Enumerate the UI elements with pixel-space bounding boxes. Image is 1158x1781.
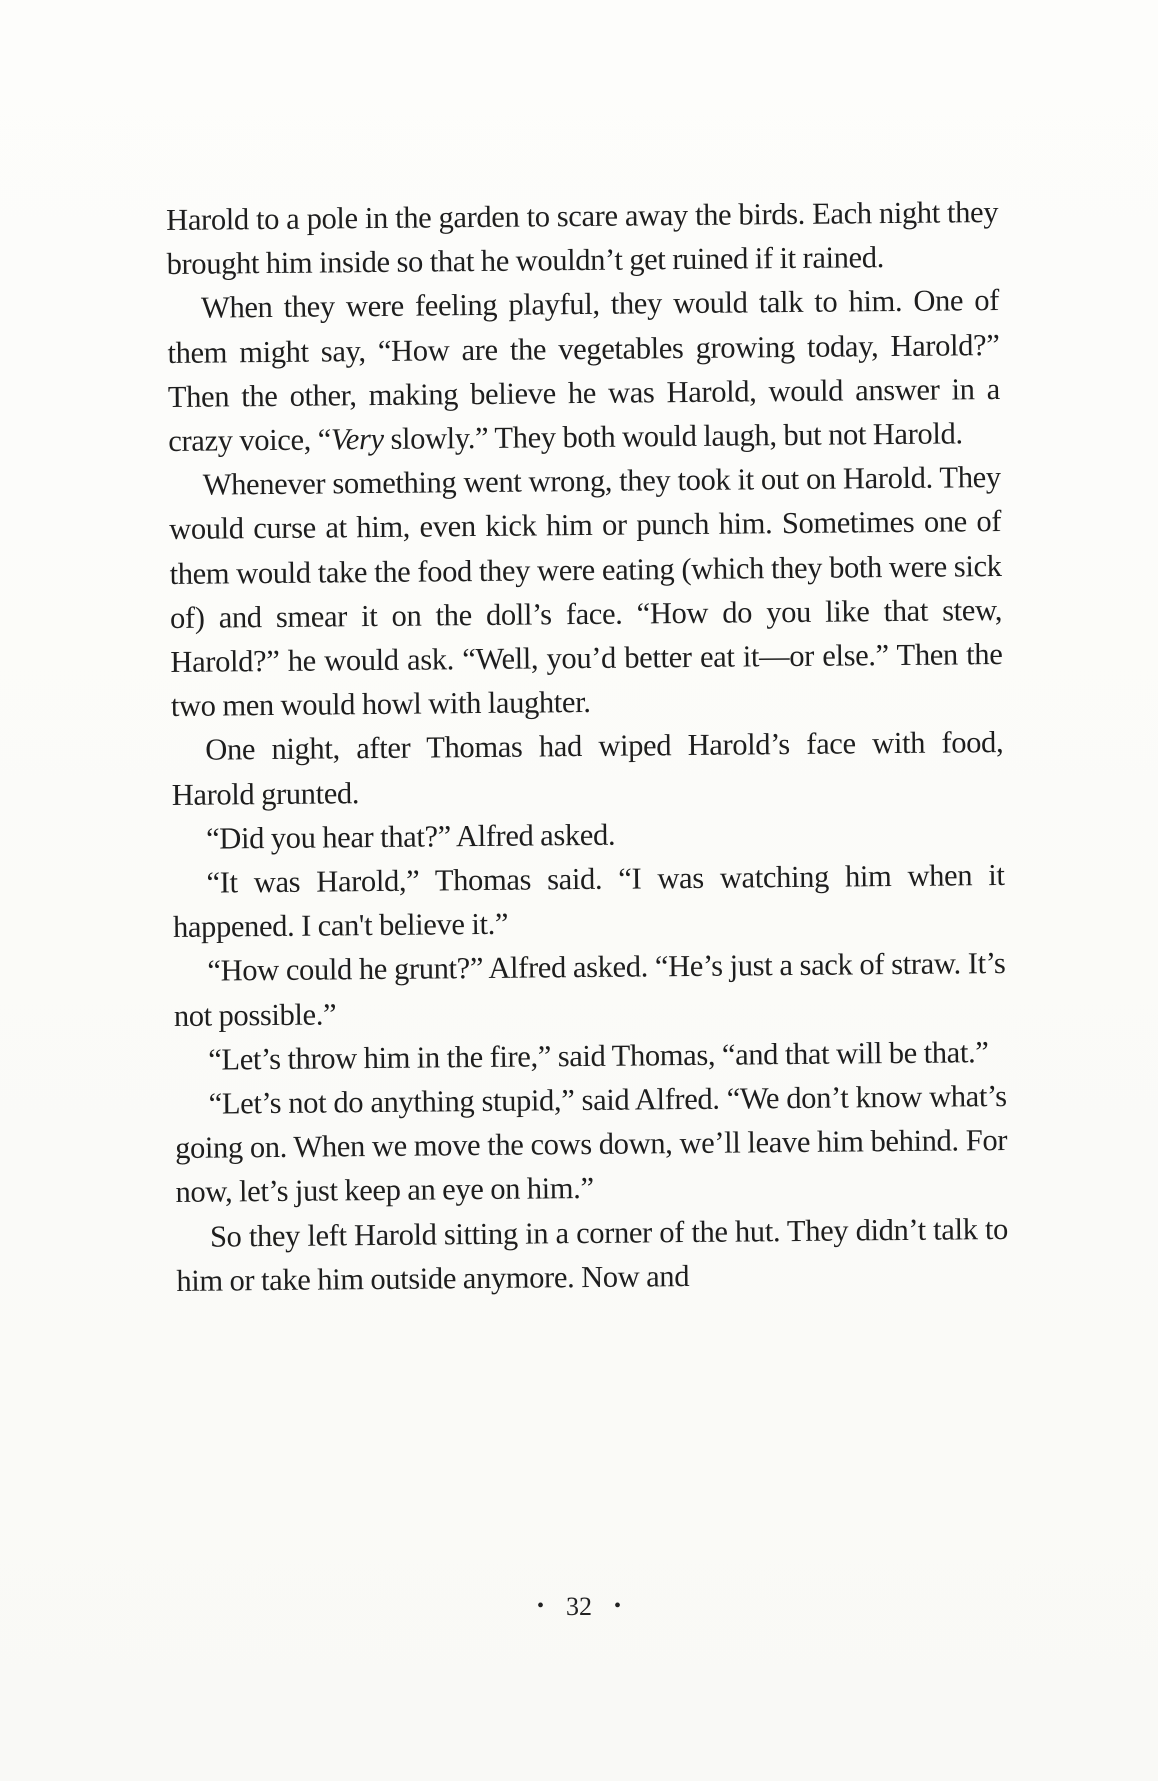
paragraph: “Let’s throw him in the fire,” said Thomas, “and that will be that.” xyxy=(208,1035,989,1077)
body-text xyxy=(166,190,1009,1303)
page-footer xyxy=(0,1592,1158,1622)
paragraph: So they left Harold sitting in a corner of the hut. They didn’t talk to him or take him outside anymore. Now and xyxy=(176,1211,1009,1298)
bullet-right: • xyxy=(614,1595,622,1617)
paragraph: When they were feeling playful, they would talk to him. One of them might say, “How are the vegetables growing today, Harold?” Then the other, making believe he was Harold, would answer in a crazy voice, “Very slowly.” They both would laugh, but not Harold. xyxy=(167,283,1001,459)
bullet-left: • xyxy=(536,1595,544,1617)
paragraph: “It was Harold,” Thomas said. “I was watching him when it happened. I can't believe it.” xyxy=(172,858,1005,945)
paragraph: Whenever something went wrong, they took it out on Harold. They would curse at him, even kick him or punch him. Sometimes one of them would take the food they were eating (which they both were sick of) and smear it on the doll’s face. “How do you like that stew, Harold?” he would ask. “Well, you’d better eat it—or else.” Then the two men would howl with laughter. xyxy=(169,460,1003,724)
paragraph: “Let’s not do anything stupid,” said Alfred. “We don’t know what’s going on. When we move the cows down, we’ll leave him behind. For now, let’s just keep an eye on him.” xyxy=(174,1079,1008,1210)
paragraph-continuation: Harold to a pole in the garden to scare away the birds. Each night they brought him inside so that he wouldn’t get ruined if it rained. xyxy=(166,195,999,282)
paragraph: “Did you hear that?” Alfred asked. xyxy=(205,817,616,856)
paragraph: “How could he grunt?” Alfred asked. “He’s just a sack of straw. It’s not possible.” xyxy=(173,946,1006,1033)
page-number: 32 xyxy=(566,1592,592,1621)
emphasis: Very xyxy=(330,421,384,457)
paragraph: One night, after Thomas had wiped Harold’s face with food, Harold grunted. xyxy=(171,725,1004,812)
